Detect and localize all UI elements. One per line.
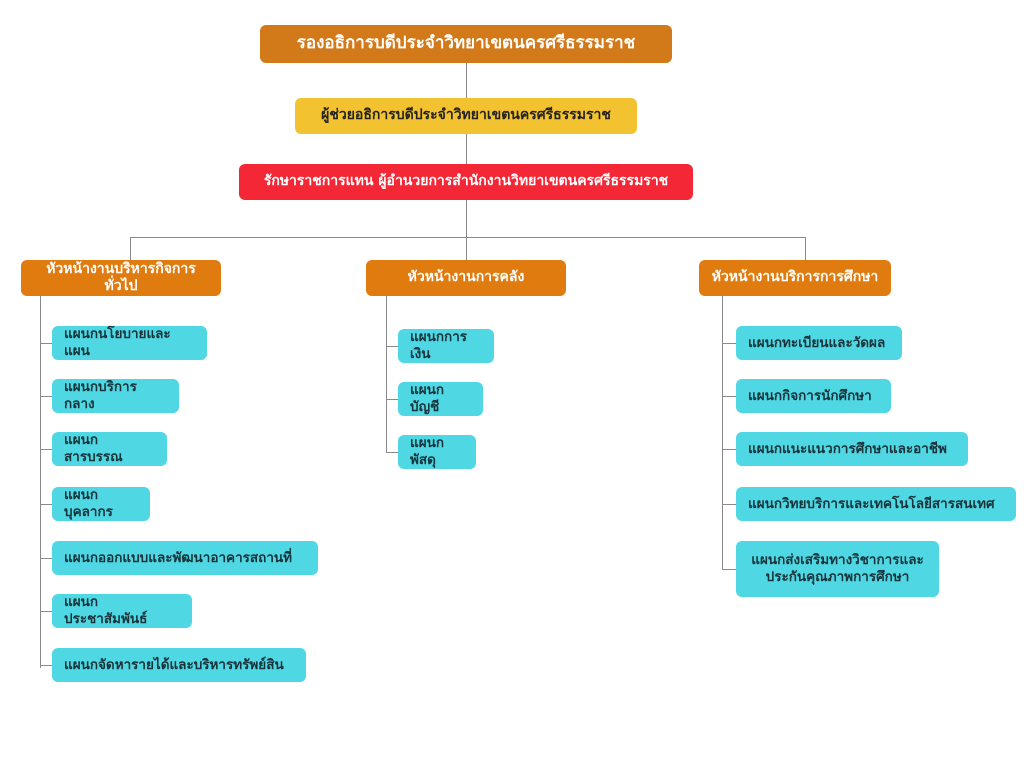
connector-branch-2-leaf-2 <box>386 399 398 400</box>
connector-branch-1-leaf-3 <box>40 449 52 450</box>
connector-branch-3-leaf-1 <box>722 343 736 344</box>
connector-branch-1-leaf-5 <box>40 558 52 559</box>
connector-branch-2-leaf-1 <box>386 346 398 347</box>
leaf-branch-2-item-1[interactable]: แผนกการเงิน <box>398 329 494 363</box>
node-branch-head-2[interactable]: หัวหน้างานการคลัง <box>366 260 566 296</box>
node-level3-office-director[interactable]: รักษาราชการแทน ผู้อำนวยการสำนักงานวิทยาเขตนครศรีธรรมราช <box>239 164 693 200</box>
connector-branch-1-leaf-7 <box>40 665 52 666</box>
leaf-branch-1-item-7[interactable]: แผนกจัดหารายได้และบริหารทรัพย์สิน <box>52 648 306 682</box>
connector-branch-1-leaf-6 <box>40 611 52 612</box>
connector-branch-1-leaf-2 <box>40 396 52 397</box>
connector-branch-3-spine <box>722 296 723 569</box>
connector-bus-horizontal <box>130 237 805 238</box>
node-branch-head-1[interactable]: หัวหน้างานบริหารกิจการทั่วไป <box>21 260 221 296</box>
connector-branch-2-leaf-3 <box>386 452 398 453</box>
leaf-branch-2-item-2[interactable]: แผนกบัญชี <box>398 382 483 416</box>
connector-level3-bus <box>466 200 467 237</box>
connector-branch-1-leaf-4 <box>40 504 52 505</box>
leaf-branch-3-item-1[interactable]: แผนกทะเบียนและวัดผล <box>736 326 902 360</box>
leaf-branch-1-item-1[interactable]: แผนกนโยบายและแผน <box>52 326 207 360</box>
connector-branch-3-leaf-5 <box>722 569 736 570</box>
connector-bus-branch-2 <box>466 237 467 260</box>
connector-branch-2-spine <box>386 296 387 452</box>
node-branch-head-3[interactable]: หัวหน้างานบริการการศึกษา <box>699 260 891 296</box>
connector-branch-3-leaf-3 <box>722 449 736 450</box>
connector-level2-level3 <box>466 134 467 164</box>
leaf-branch-3-item-2[interactable]: แผนกกิจการนักศึกษา <box>736 379 891 413</box>
connector-branch-3-leaf-4 <box>722 504 736 505</box>
node-level2-assistant-president[interactable]: ผู้ช่วยอธิการบดีประจำวิทยาเขตนครศรีธรรมราช <box>295 98 637 134</box>
connector-level1-level2 <box>466 63 467 98</box>
leaf-branch-1-item-4[interactable]: แผนกบุคลากร <box>52 487 150 521</box>
leaf-branch-3-item-5[interactable]: แผนกส่งเสริมทางวิชาการและประกันคุณภาพการศึกษา <box>736 541 939 597</box>
connector-bus-branch-1 <box>130 237 131 260</box>
leaf-branch-1-item-6[interactable]: แผนกประชาสัมพันธ์ <box>52 594 192 628</box>
leaf-branch-3-item-4[interactable]: แผนกวิทยบริการและเทคโนโลยีสารสนเทศ <box>736 487 1016 521</box>
leaf-branch-3-item-3[interactable]: แผนกแนะแนวการศึกษาและอาชีพ <box>736 432 968 466</box>
leaf-branch-1-item-3[interactable]: แผนกสารบรรณ <box>52 432 167 466</box>
connector-bus-branch-3 <box>805 237 806 260</box>
leaf-branch-1-item-5[interactable]: แผนกออกแบบและพัฒนาอาคารสถานที่ <box>52 541 318 575</box>
connector-branch-3-leaf-2 <box>722 396 736 397</box>
connector-branch-1-leaf-1 <box>40 343 52 344</box>
node-level1-vice-president[interactable]: รองอธิการบดีประจำวิทยาเขตนครศรีธรรมราช <box>260 25 672 63</box>
connector-branch-1-spine <box>40 296 41 668</box>
leaf-branch-1-item-2[interactable]: แผนกบริการกลาง <box>52 379 179 413</box>
leaf-branch-2-item-3[interactable]: แผนกพัสดุ <box>398 435 476 469</box>
